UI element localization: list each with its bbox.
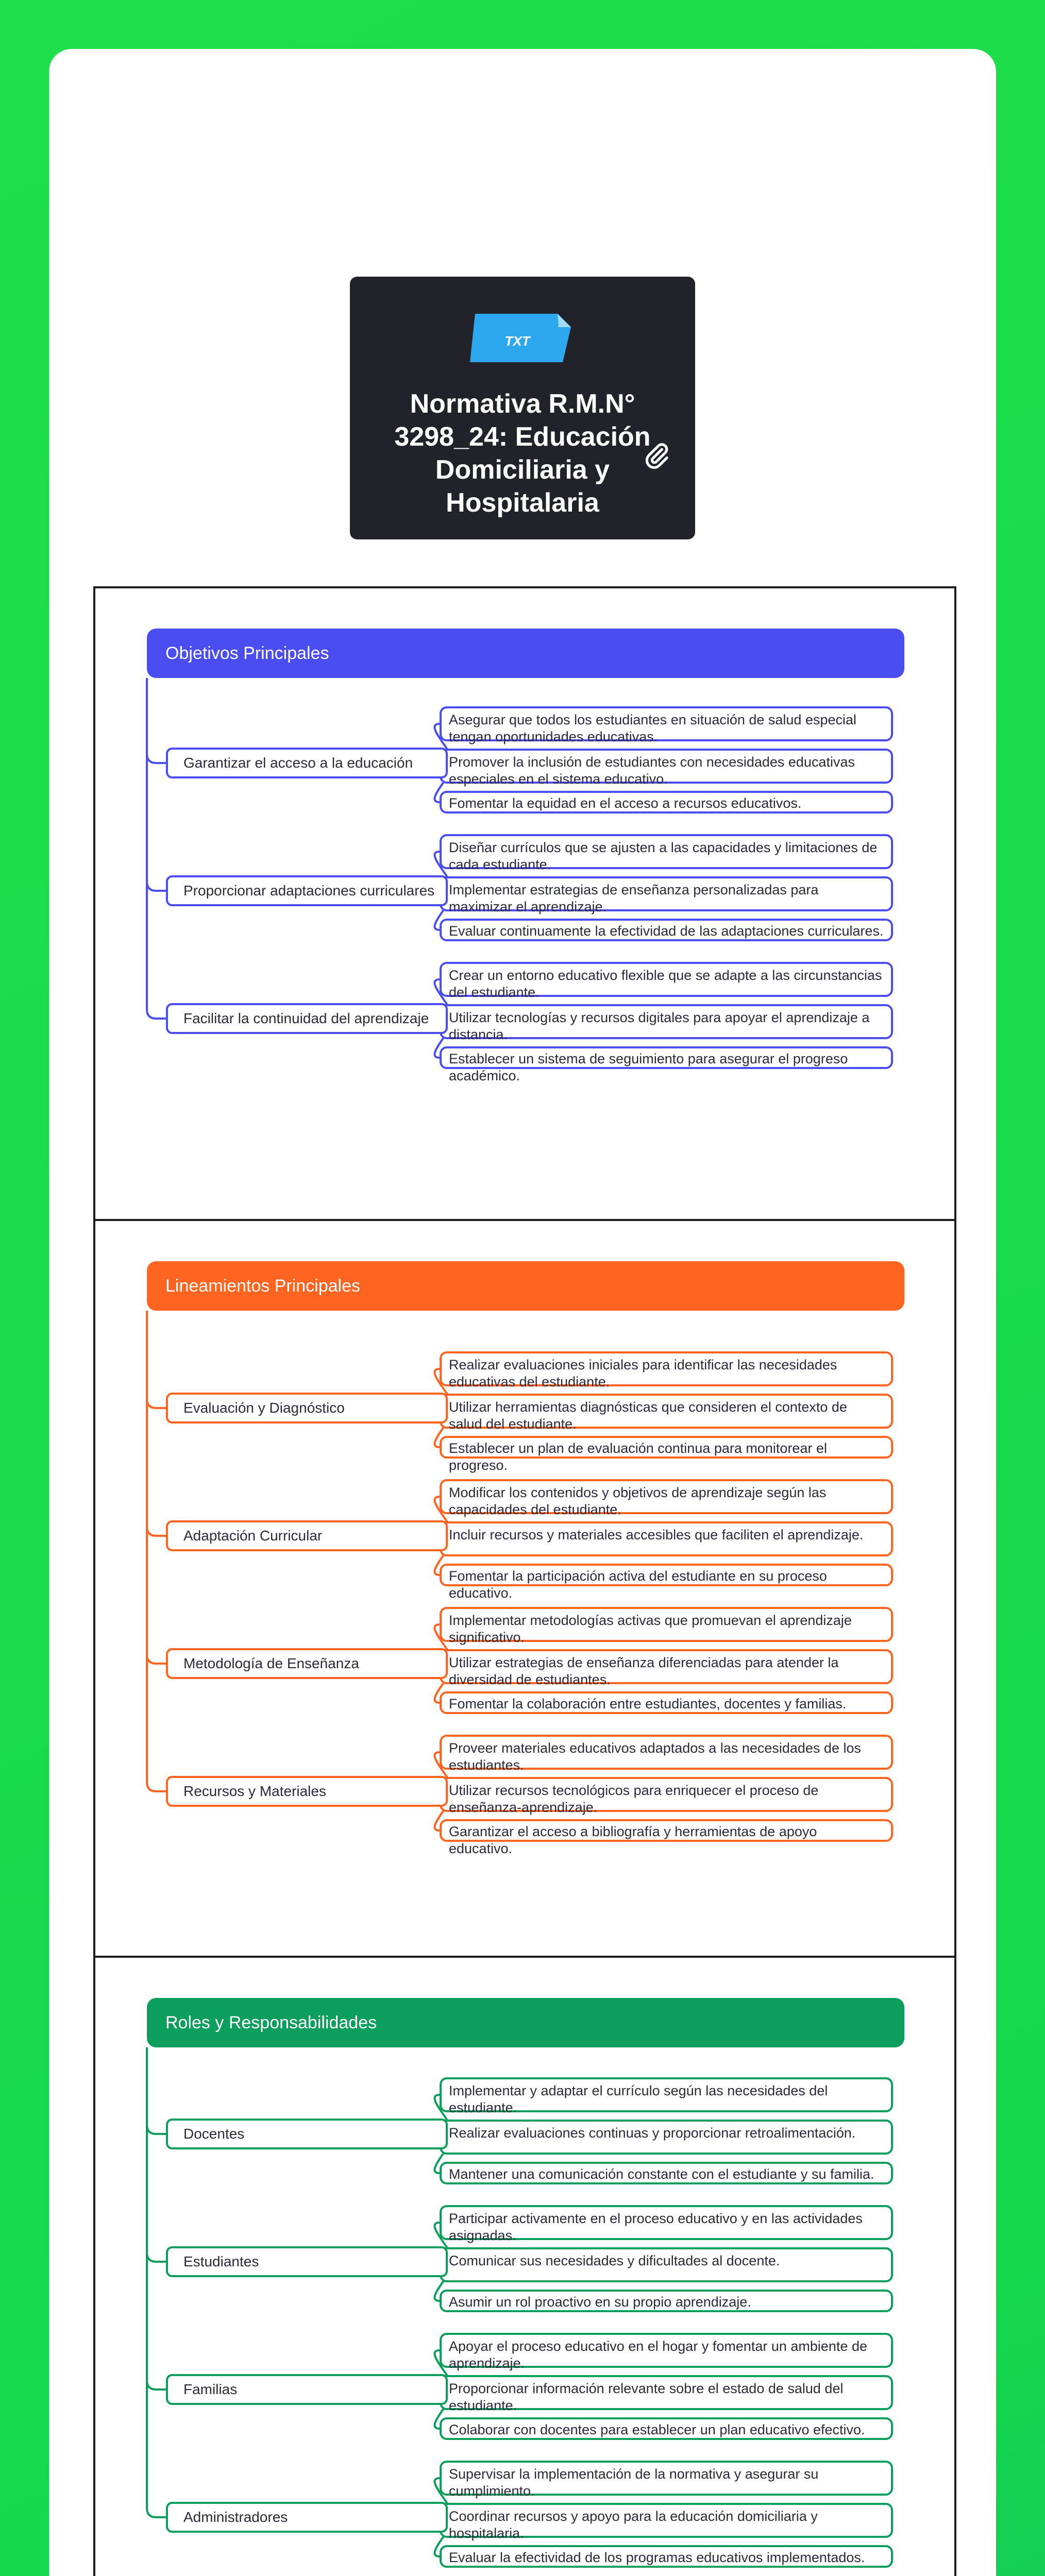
section-header[interactable]: Roles y Responsabilidades bbox=[147, 1998, 904, 2047]
leaf-node[interactable]: Evaluar continuamente la efectividad de las adaptaciones curriculares. bbox=[440, 919, 893, 941]
category-node[interactable]: Evaluación y Diagnóstico bbox=[166, 1393, 448, 1423]
category-node[interactable]: Facilitar la continuidad del aprendizaje bbox=[166, 1003, 448, 1034]
leaf-node[interactable]: Establecer un plan de evaluación continua para monitorear el progreso. bbox=[440, 1436, 893, 1459]
txt-file-icon bbox=[466, 309, 577, 368]
leaf-node[interactable]: Incluir recursos y materiales accesibles que faciliten el aprendizaje. bbox=[440, 1521, 893, 1556]
leaf-node[interactable]: Realizar evaluaciones continuas y proporcionar retroalimentación. bbox=[440, 2120, 893, 2155]
connector-line bbox=[147, 1654, 166, 1664]
leaf-node[interactable]: Evaluar la efectividad de los programas educativos implementados. bbox=[440, 2545, 893, 2568]
leaf-node[interactable]: Asumir un rol proactivo en su propio aprendizaje. bbox=[440, 2290, 893, 2312]
leaf-node[interactable]: Fomentar la participación activa del estudiante en su proceso educativo. bbox=[440, 1564, 893, 1586]
connector-line bbox=[147, 2047, 166, 2517]
leaf-node[interactable]: Mantener una comunicación constante con el estudiante y su familia. bbox=[440, 2162, 893, 2184]
leaf-node[interactable]: Proporcionar información relevante sobre el estado de salud del estudiante. bbox=[440, 2375, 893, 2410]
leaf-node[interactable]: Comunicar sus necesidades y dificultades al docente. bbox=[440, 2247, 893, 2282]
category-node[interactable]: Garantizar el acceso a la educación bbox=[166, 748, 448, 778]
leaf-node[interactable]: Utilizar herramientas diagnósticas que consideren el contexto de salud del estudiante. bbox=[440, 1394, 893, 1429]
leaf-node[interactable]: Implementar y adaptar el currículo según las necesidades del estudiante. bbox=[440, 2077, 893, 2112]
category-node[interactable]: Metodología de Enseñanza bbox=[166, 1648, 448, 1679]
section-objectives bbox=[95, 588, 954, 1221]
leaf-node[interactable]: Utilizar estrategias de enseñanza diferenciadas para atender la diversidad de estudiantes. bbox=[440, 1649, 893, 1684]
leaf-node[interactable]: Implementar metodologías activas que promuevan el aprendizaje significativo. bbox=[440, 1607, 893, 1642]
leaf-node[interactable]: Apoyar el proceso educativo en el hogar y fomentar un ambiente de aprendizaje. bbox=[440, 2333, 893, 2368]
connector-line bbox=[147, 2125, 166, 2134]
leaf-node[interactable]: Implementar estrategias de enseñanza personalizadas para maximizar el aprendizaje. bbox=[440, 876, 893, 911]
leaf-node[interactable]: Utilizar recursos tecnológicos para enriquecer el proceso de enseñanza-aprendizaje. bbox=[440, 1777, 893, 1812]
leaf-node[interactable]: Crear un entorno educativo flexible que se adapte a las circunstancias del estudiante. bbox=[440, 962, 893, 997]
leaf-node[interactable]: Modificar los contenidos y objetivos de aprendizaje según las capacidades del estudiante. bbox=[440, 1479, 893, 1514]
document-card[interactable] bbox=[350, 277, 695, 539]
section-roles bbox=[95, 1958, 954, 2576]
connector-line bbox=[147, 882, 166, 891]
document-title: Normativa R.M.N° 3298_24: Educación Domiciliaria y Hospitalaria bbox=[394, 389, 651, 518]
mind-map bbox=[93, 586, 956, 2576]
connector-line bbox=[147, 1527, 166, 1536]
leaf-node[interactable]: Fomentar la colaboración entre estudiantes, docentes y familias. bbox=[440, 1691, 893, 1714]
leaf-node[interactable]: Utilizar tecnologías y recursos digitales para apoyar el aprendizaje a distancia. bbox=[440, 1004, 893, 1039]
category-node[interactable]: Estudiantes bbox=[166, 2246, 448, 2277]
attachment-clip-icon[interactable] bbox=[642, 442, 671, 470]
connector-line bbox=[147, 2380, 166, 2389]
category-node[interactable]: Proporcionar adaptaciones curriculares bbox=[166, 875, 448, 906]
category-node[interactable]: Docentes bbox=[166, 2119, 448, 2149]
leaf-node[interactable]: Participar activamente en el proceso educativo y en las actividades asignadas. bbox=[440, 2205, 893, 2240]
leaf-node[interactable]: Promover la inclusión de estudiantes con necesidades educativas especiales en el sistema educativo. bbox=[440, 749, 893, 784]
leaf-node[interactable]: Diseñar currículos que se ajusten a las capacidades y limitaciones de cada estudiante. bbox=[440, 834, 893, 869]
section-header[interactable]: Objetivos Principales bbox=[147, 629, 904, 678]
file-type-badge: TXT bbox=[504, 333, 530, 349]
category-node[interactable]: Administradores bbox=[166, 2502, 448, 2533]
leaf-node[interactable]: Fomentar la equidad en el acceso a recursos educativos. bbox=[440, 791, 893, 814]
leaf-node[interactable]: Garantizar el acceso a bibliografía y herramientas de apoyo educativo. bbox=[440, 1819, 893, 1842]
leaf-node[interactable]: Coordinar recursos y apoyo para la educación domiciliaria y hospitalaria. bbox=[440, 2503, 893, 2538]
section-guidelines bbox=[95, 1221, 954, 1958]
connector-line bbox=[147, 1311, 166, 1791]
branch-connectors bbox=[95, 1221, 954, 1958]
connector-line bbox=[147, 1399, 166, 1408]
section-header[interactable]: Lineamientos Principales bbox=[147, 1261, 904, 1311]
connector-line bbox=[147, 678, 166, 1019]
leaf-node[interactable]: Establecer un sistema de seguimiento para asegurar el progreso académico. bbox=[440, 1046, 893, 1069]
category-node[interactable]: Familias bbox=[166, 2374, 448, 2405]
category-node[interactable]: Adaptación Curricular bbox=[166, 1520, 448, 1551]
leaf-node[interactable]: Proveer materiales educativos adaptados a las necesidades de los estudiantes. bbox=[440, 1735, 893, 1770]
leaf-node[interactable]: Colaborar con docentes para establecer un plan educativo efectivo. bbox=[440, 2417, 893, 2440]
connector-line bbox=[147, 2252, 166, 2262]
leaf-node[interactable]: Supervisar la implementación de la normativa y asegurar su cumplimiento. bbox=[440, 2461, 893, 2496]
connector-line bbox=[147, 754, 166, 763]
leaf-node[interactable]: Asegurar que todos los estudiantes en situación de salud especial tengan oportunidades educativas. bbox=[440, 706, 893, 741]
category-node[interactable]: Recursos y Materiales bbox=[166, 1776, 448, 1807]
leaf-node[interactable]: Realizar evaluaciones iniciales para identificar las necesidades educativas del estudiante. bbox=[440, 1351, 893, 1386]
